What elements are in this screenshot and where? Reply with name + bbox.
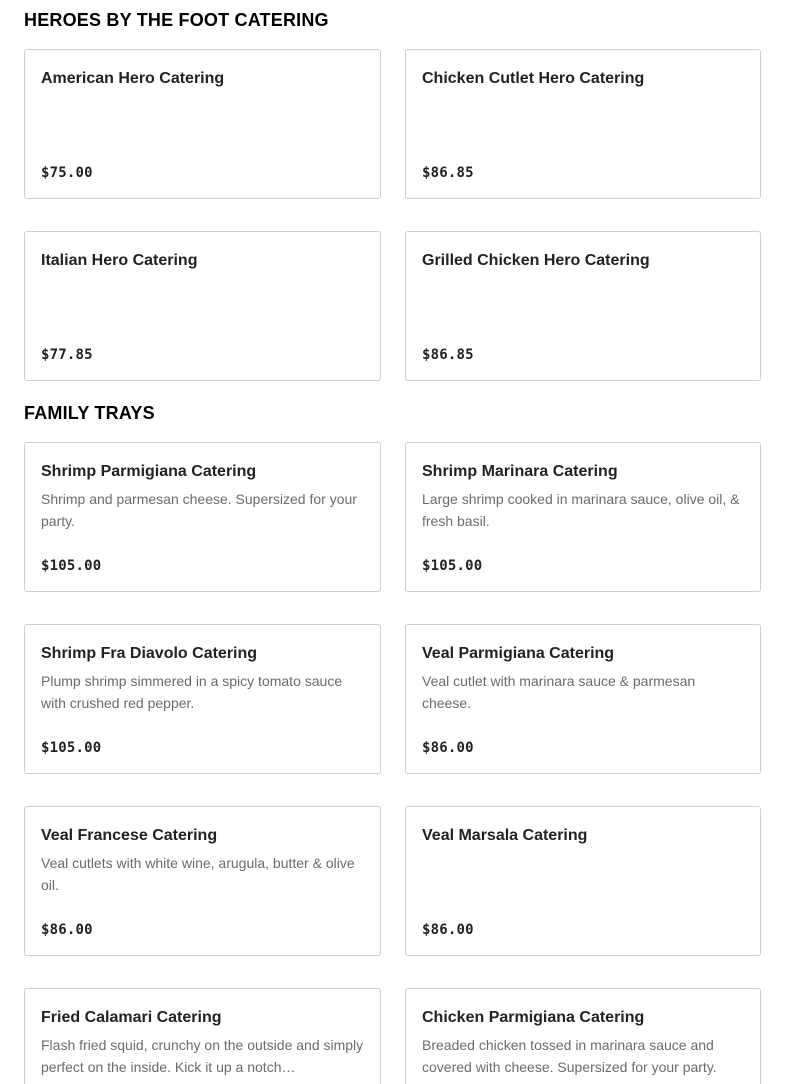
menu-item-name: Fried Calamari Catering: [41, 1009, 222, 1026]
menu-item-name: Shrimp Parmigiana Catering: [41, 463, 257, 480]
menu-item-card-italian-hero[interactable]: [24, 231, 381, 381]
menu-item-price: $86.00: [422, 922, 474, 938]
menu-item-card-veal-parmigiana[interactable]: [405, 624, 761, 774]
menu-item-name: Chicken Cutlet Hero Catering: [422, 70, 645, 87]
menu-item-card-chicken-parmigiana[interactable]: [405, 988, 761, 1084]
menu-item-description: Shrimp and parmesan cheese. Supersized for your party.: [41, 491, 357, 529]
menu-item-price: $86.85: [422, 165, 474, 181]
menu-item-description: Veal cutlets with white wine, arugula, butter & olive oil.: [41, 855, 355, 893]
menu-item-card-shrimp-parmigiana[interactable]: [24, 442, 381, 592]
section-title: FAMILY TRAYS: [24, 403, 155, 423]
menu-item-card-veal-francese[interactable]: [24, 806, 381, 956]
menu-item-card-shrimp-fra-diavolo[interactable]: [24, 624, 381, 774]
menu-grid: [24, 49, 761, 381]
menu-grid: [24, 442, 761, 1084]
menu-item-description: Large shrimp cooked in marinara sauce, olive oil, & fresh basil.: [422, 491, 740, 529]
menu-item-card-fried-calamari[interactable]: [24, 988, 381, 1084]
menu-item-description: Flash fried squid, crunchy on the outside and simply perfect on the inside. Kick it up a notch…: [41, 1037, 364, 1075]
menu-item-name: Shrimp Fra Diavolo Catering: [41, 645, 258, 662]
menu-item-name: Veal Parmigiana Catering: [422, 645, 615, 662]
menu-item-price: $86.85: [422, 347, 474, 363]
menu-item-name: Chicken Parmigiana Catering: [422, 1009, 645, 1026]
menu-item-card-shrimp-marinara[interactable]: [405, 442, 761, 592]
menu-item-price: $75.00: [41, 165, 93, 181]
menu-item-name: Shrimp Marinara Catering: [422, 463, 618, 480]
menu-item-card-chicken-cutlet-hero[interactable]: [405, 49, 761, 199]
section-title: HEROES BY THE FOOT CATERING: [24, 10, 329, 30]
menu-item-description: Breaded chicken tossed in marinara sauce and covered with cheese. Supersized for your party.: [422, 1037, 717, 1075]
menu-item-card-grilled-chicken-hero[interactable]: [405, 231, 761, 381]
menu-item-name: Italian Hero Catering: [41, 252, 198, 269]
menu-item-price: $86.00: [41, 922, 93, 938]
menu-item-description: Plump shrimp simmered in a spicy tomato sauce with crushed red pepper.: [41, 673, 343, 711]
menu-item-name: Veal Marsala Catering: [422, 827, 588, 844]
menu-item-name: Grilled Chicken Hero Catering: [422, 252, 650, 269]
menu-item-card-american-hero[interactable]: [24, 49, 381, 199]
menu-item-price: $86.00: [422, 740, 474, 756]
menu-item-description: Veal cutlet with marinara sauce & parmesan cheese.: [422, 673, 696, 711]
section-heroes-by-the-foot: [24, 10, 761, 381]
menu-page: [0, 10, 785, 1084]
section-family-trays: [24, 403, 761, 1084]
menu-item-name: American Hero Catering: [41, 70, 225, 87]
menu-item-price: $105.00: [422, 558, 483, 574]
menu-item-price: $105.00: [41, 740, 102, 756]
menu-item-price: $105.00: [41, 558, 102, 574]
menu-item-card-veal-marsala[interactable]: [405, 806, 761, 956]
menu-item-price: $77.85: [41, 347, 93, 363]
menu-item-name: Veal Francese Catering: [41, 827, 218, 844]
